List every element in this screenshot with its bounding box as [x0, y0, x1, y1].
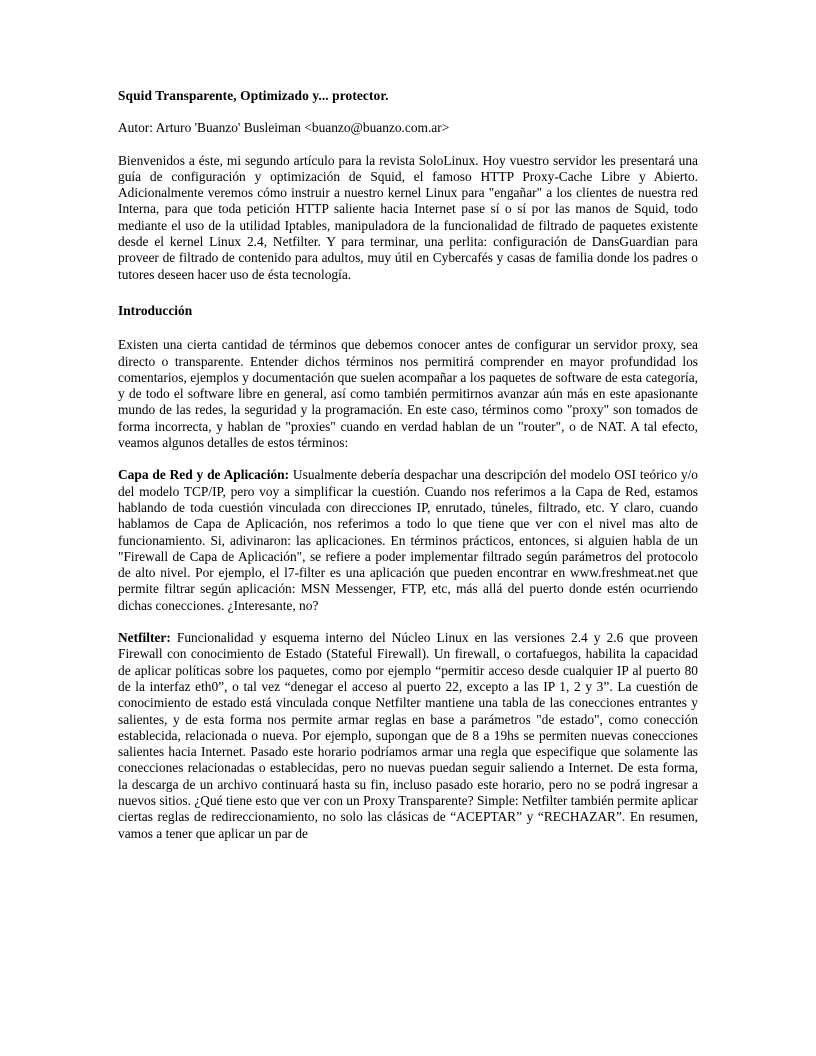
term-label-netfilter: Netfilter: — [118, 630, 171, 646]
term-label-capa-de-red: Capa de Red y de Aplicación: — [118, 467, 290, 483]
document-content — [118, 88, 698, 842]
term-netfilter-paragraph — [118, 630, 698, 842]
intro-paragraph: Bienvenidos a éste, mi segundo artículo para la revista SoloLinux. Hoy vuestro servidor les presentará una guía de configuración y optimización de Squid, el famoso HTTP Proxy-Cache Libre y Abierto. Adicionalmente veremos cómo instruir a nuestro kernel Linux para "engañar" a los clientes de nuestra red Interna, para que toda petición HTTP saliente hacia Internet pase sí o sí por las manos de Squid, todo mediante el uso de la utilidad Iptables, manipuladora de la funcionalidad de filtrado de paquetes existente desde el kernel Linux 2.4, Netfilter. Y para terminar, una perlita: configuración de DansGuardian para proveer de filtrado de contenido para adultos, muy útil en Cybercafés y casas de familia donde los padres o tutores deseen hacer uso de ésta tecnología. — [118, 152, 698, 282]
introduccion-paragraph: Existen una cierta cantidad de términos que debemos conocer antes de configurar un servidor proxy, sea directo o transparente. Entender dichos términos nos permitirá comprender en mayor profundidad los comentarios, ejemplos y documentación que suelen acompañar a los paquetes de software de esta categoría, y de todo el software libre en general, así como también permitirnos avanzar aún más en este apasionante mundo de las redes, la seguridad y la programación. En este caso, términos como "proxy" son tomados de forma incorrecta, y hablan de "proxies" cuando en verdad hablan de un "router", o de NAT. A tal efecto, veamos algunos detalles de estos términos: — [118, 337, 698, 451]
term-capa-de-red-paragraph — [118, 467, 698, 614]
term-body-netfilter: Funcionalidad y esquema interno del Núcleo Linux en las versiones 2.4 y 2.6 que proveen Firewall con conocimiento de Estado (Stateful Firewall). Un firewall, o cortafuegos, habilita la capacidad de aplicar políticas sobre los paquetes, como por ejemplo “permitir acceso desde cualquier IP al puerto 80 de la interfaz eth0”, o tal vez “denegar el acceso al puerto 22, excepto a las IP 1, 2 y 3”. La cuestión de conocimiento de estado está vinculada conque Netfilter mantiene una tabla de las conecciones entrantes y salientes, y de esta forma nos permite armar reglas en base a parámetros "de estado", como conección establecida, relacionada o nueva. Por ejemplo, supongan que de 8 a 19hs se permiten nuevas conecciones salientes hacia Internet. Pasado este horario podríamos armar una regla que especifique que solamente las conecciones relacionadas o establecidas, pero no nuevas puedan seguir saliendo a Internet. De esta forma, la descarga de un archivo continuará hasta su fin, incluso pasado este horario, pero no se podrá ingresar a nuevos sitios. ¿Qué tiene esto que ver con un Proxy Transparente? Simple: Netfilter también permite aplicar ciertas reglas de redireccionamiento, no solo las clásicas de “ACEPTAR” y “RECHAZAR”. En resumen, vamos a tener que aplicar un par de — [118, 630, 698, 841]
term-body-capa-de-red: Usualmente debería despachar una descripción del modelo OSI teórico y/o del modelo TCP/IP, pero voy a simplificar la cuestión. Cuando nos referimos a la Capa de Red, estamos hablando de toda cuestión vinculada con direcciones IP, enrutado, túneles, filtrado, etc. Y claro, cuando hablamos de Capa de Aplicación, nos referimos a todo lo que tiene que ver con el nivel mas alto de funcionamiento. Si, adivinaron: las aplicaciones. En términos prácticos, entonces, si alguien habla de un "Firewall de Capa de Aplicación", se refiere a poder implementar filtrado según parámetros del protocolo de alto nivel. Por ejemplo, el l7-filter es una aplicación que pueden encontrar en www.freshmeat.net que permite filtrar según aplicación: MSN Messenger, FTP, etc, más allá del puerto donde estén ocurriendo dichas conecciones. ¿Interesante, no? — [118, 467, 699, 613]
author-line: Autor: Arturo 'Buanzo' Busleiman <buanzo@buanzo.com.ar> — [118, 120, 450, 136]
section-heading-introduccion: Introducción — [118, 302, 193, 318]
page-title: Squid Transparente, Optimizado y... protector. — [118, 88, 389, 103]
